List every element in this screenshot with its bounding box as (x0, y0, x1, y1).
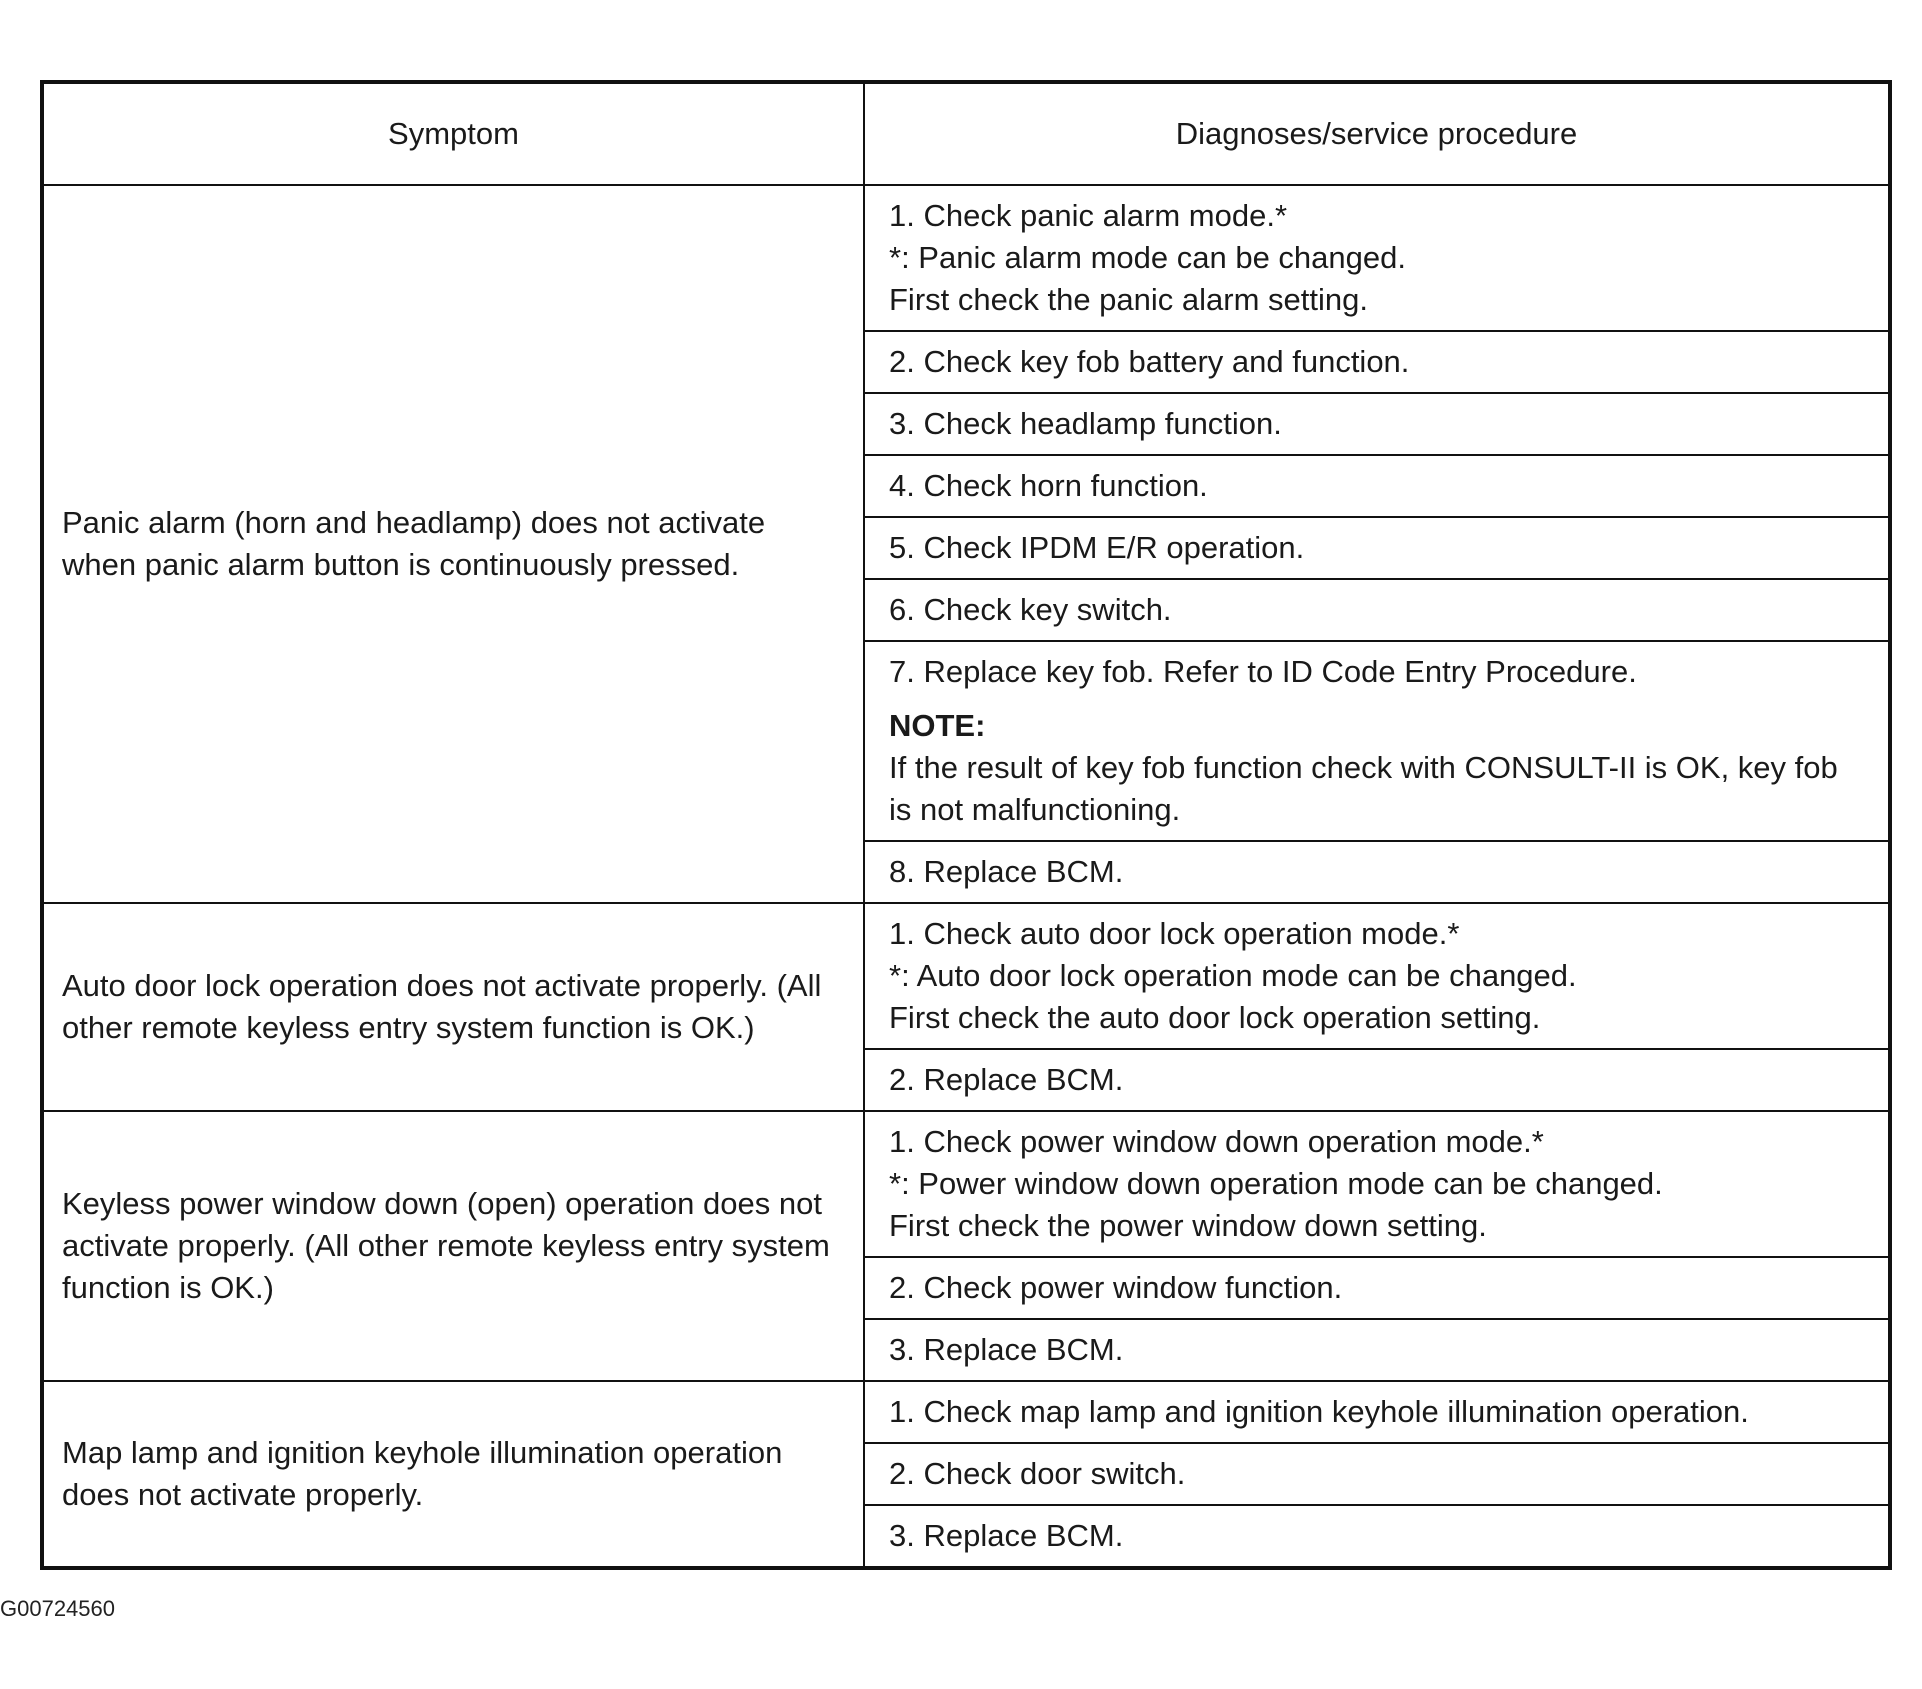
procedure-line: 8. Replace BCM. (889, 854, 1124, 889)
procedure-step (864, 1049, 1890, 1111)
procedure-step (864, 1257, 1890, 1319)
table-row (42, 1111, 1890, 1257)
procedure-line: 3. Replace BCM. (889, 1332, 1124, 1367)
procedure-step (864, 331, 1890, 393)
procedure-line: 2. Check door switch. (889, 1456, 1186, 1491)
procedure-line: 2. Check power window function. (889, 1270, 1343, 1305)
table-row (42, 1381, 1890, 1443)
note-text: If the result of key fob function check with CONSULT-II is OK, key fob is not malfunctioning. (889, 750, 1847, 827)
procedure-step (864, 641, 1890, 841)
procedure-step (864, 1111, 1890, 1257)
symptom-cell: Panic alarm (horn and headlamp) does not activate when panic alarm button is continuously pressed. (42, 185, 864, 903)
procedure-line: 2. Check key fob battery and function. (889, 344, 1410, 379)
procedure-line: 4. Check horn function. (889, 468, 1208, 503)
table-body (42, 185, 1890, 1568)
procedure-header: Diagnoses/service procedure (864, 82, 1890, 185)
procedure-line: *: Panic alarm mode can be changed. (889, 240, 1406, 275)
procedure-line: First check the power window down setting. (889, 1208, 1487, 1243)
procedure-step (864, 455, 1890, 517)
symptom-cell: Keyless power window down (open) operation does not activate properly. (All other remote keyless entry system function is OK.) (42, 1111, 864, 1381)
procedure-step (864, 1443, 1890, 1505)
table-row (42, 903, 1890, 1049)
procedure-step (864, 1505, 1890, 1568)
figure-code: G00724560 (0, 1596, 115, 1621)
procedure-line: 6. Check key switch. (889, 592, 1172, 627)
procedure-step (864, 517, 1890, 579)
procedure-line: 7. Replace key fob. Refer to ID Code Entry Procedure. (889, 654, 1637, 689)
procedure-line: 3. Replace BCM. (889, 1518, 1124, 1553)
header-row (42, 82, 1890, 185)
symptom-header: Symptom (42, 82, 864, 185)
procedure-line: First check the auto door lock operation setting. (889, 1000, 1541, 1035)
procedure-line: 2. Replace BCM. (889, 1062, 1124, 1097)
procedure-line: First check the panic alarm setting. (889, 282, 1368, 317)
diagnosis-table (40, 80, 1892, 1570)
procedure-line: 5. Check IPDM E/R operation. (889, 530, 1305, 565)
symptom-cell: Map lamp and ignition keyhole illumination operation does not activate properly. (42, 1381, 864, 1568)
procedure-step (864, 185, 1890, 331)
procedure-step (864, 579, 1890, 641)
procedure-step (864, 841, 1890, 903)
symptom-cell: Auto door lock operation does not activate properly. (All other remote keyless entry system function is OK.) (42, 903, 864, 1111)
procedure-step (864, 393, 1890, 455)
table-row (42, 185, 1890, 331)
procedure-line: 1. Check map lamp and ignition keyhole illumination operation. (889, 1394, 1749, 1429)
note-label: NOTE: (889, 708, 986, 743)
procedure-line: 1. Check panic alarm mode.* (889, 198, 1288, 233)
procedure-step (864, 1319, 1890, 1381)
procedure-line: 1. Check power window down operation mode.* (889, 1124, 1544, 1159)
procedure-line: 3. Check headlamp function. (889, 406, 1282, 441)
procedure-step (864, 903, 1890, 1049)
procedure-line: *: Power window down operation mode can be changed. (889, 1166, 1663, 1201)
procedure-line: *: Auto door lock operation mode can be changed. (889, 958, 1577, 993)
procedure-line: 1. Check auto door lock operation mode.* (889, 916, 1460, 951)
procedure-step (864, 1381, 1890, 1443)
